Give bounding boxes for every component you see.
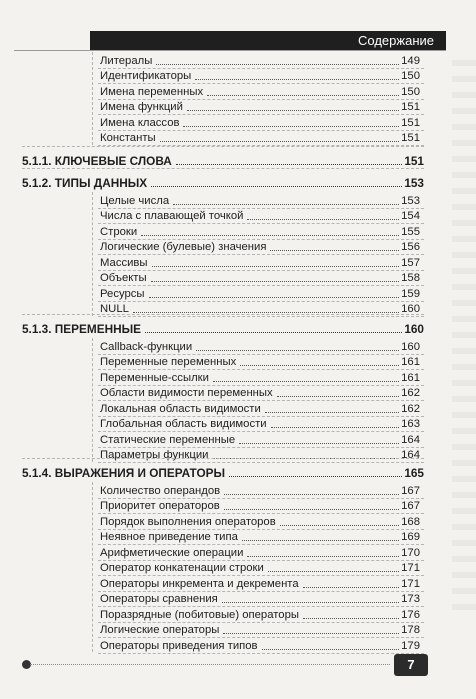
page-number: 7 — [394, 654, 428, 676]
dot-leader — [268, 571, 399, 572]
entry-title: Имена переменных — [100, 85, 204, 98]
dot-leader — [156, 64, 399, 65]
entry-page-number: 153 — [404, 176, 424, 190]
subsection-guide-line — [92, 338, 93, 462]
section-separator — [22, 146, 424, 147]
entry-page-number: 167 — [401, 500, 420, 513]
entry-page-number: 160 — [401, 303, 420, 316]
entry-title: Целые числа — [100, 195, 170, 207]
entry-title: 5.1.3. ПЕРЕМЕННЫЕ — [22, 322, 142, 336]
entry-title: Количество операндов — [100, 485, 221, 497]
section-separator — [22, 314, 424, 315]
entry-page-number: 169 — [401, 531, 420, 544]
bleed-through-shadow — [452, 60, 476, 620]
entry-title: NULL — [100, 303, 129, 316]
dot-leader — [183, 126, 399, 127]
dot-leader — [240, 365, 399, 366]
toc-subentry[interactable] — [100, 223, 420, 239]
dot-leader — [141, 235, 399, 236]
toc-subentry[interactable] — [100, 544, 420, 560]
entry-page-number: 171 — [401, 562, 420, 575]
page-header: Содержание — [90, 31, 446, 50]
entry-page-number: 179 — [401, 639, 420, 652]
entry-page-number: 151 — [401, 101, 420, 114]
entry-page-number: 151 — [401, 132, 420, 145]
entry-page-number: 160 — [404, 322, 424, 336]
toc-subentry[interactable] — [100, 575, 420, 591]
entry-page-number: 162 — [401, 402, 420, 415]
entry-page-number: 161 — [401, 371, 420, 384]
header-rule — [14, 50, 446, 51]
toc-subentry[interactable] — [100, 207, 420, 223]
entry-title: Параметры функции — [100, 449, 209, 462]
entry-title: Приоритет операторов — [100, 500, 220, 513]
entry-title: Порядок выполнения операторов — [100, 515, 276, 528]
dot-leader — [271, 427, 400, 428]
toc-subentry[interactable] — [100, 513, 420, 529]
toc-subentry[interactable] — [100, 528, 420, 544]
entry-title: 5.1.4. ВЫРАЖЕНИЯ И ОПЕРАТОРЫ — [22, 466, 226, 480]
toc-subentry[interactable] — [100, 83, 420, 99]
entry-page-number: 149 — [401, 55, 420, 67]
entry-page-number: 173 — [401, 593, 420, 606]
dot-leader — [280, 525, 399, 526]
subsection-guide-line — [92, 482, 93, 652]
dot-leader — [149, 297, 400, 298]
entry-page-number: 176 — [401, 608, 420, 621]
dot-leader — [247, 556, 399, 557]
entry-title: Операторы приведения типов — [100, 639, 258, 652]
dot-leader — [223, 633, 399, 634]
entry-title: Переменные-ссылки — [100, 371, 209, 384]
entry-page-number: 164 — [401, 433, 420, 446]
entry-page-number: 159 — [401, 287, 420, 300]
toc-subentry[interactable] — [100, 114, 420, 130]
dot-leader — [239, 443, 399, 444]
dot-leader — [145, 332, 402, 333]
dot-leader — [224, 509, 399, 510]
entry-page-number: 168 — [401, 515, 420, 528]
entry-title: Локальная область видимости — [100, 402, 261, 415]
toc-subentry[interactable] — [100, 384, 420, 400]
entry-page-number: 161 — [401, 356, 420, 369]
dot-leader — [277, 396, 399, 397]
toc-subentry[interactable] — [100, 285, 420, 301]
dot-leader — [262, 649, 400, 650]
toc-subentry[interactable] — [100, 559, 420, 575]
toc-section-heading[interactable] — [22, 172, 424, 190]
entry-title: Статические переменные — [100, 433, 236, 446]
dot-leader — [270, 250, 399, 251]
entry-page-number: 163 — [401, 418, 420, 431]
entry-title: Константы — [100, 132, 156, 145]
toc-subentry[interactable] — [100, 606, 420, 622]
toc-section-heading[interactable] — [22, 150, 424, 168]
toc-section-heading[interactable] — [22, 318, 424, 336]
toc-subentry[interactable] — [100, 52, 420, 68]
entry-title: Имена классов — [100, 116, 180, 129]
toc-subentry[interactable] — [100, 621, 420, 637]
entry-title: Массивы — [100, 256, 148, 269]
entry-page-number: 178 — [401, 624, 420, 637]
entry-title: Области видимости переменных — [100, 387, 273, 400]
toc-subentry[interactable] — [100, 497, 420, 513]
dot-leader — [265, 412, 399, 413]
section-separator — [22, 168, 424, 169]
dot-leader — [224, 494, 399, 495]
dot-leader — [242, 540, 399, 541]
toc-subentry[interactable] — [100, 637, 420, 653]
entry-page-number: 167 — [401, 485, 420, 497]
entry-title: Логические (булевые) значения — [100, 241, 267, 254]
toc-subentry[interactable] — [100, 369, 420, 385]
entry-page-number: 171 — [401, 577, 420, 590]
entry-page-number: 164 — [401, 449, 420, 462]
dot-leader — [133, 312, 399, 313]
entry-title: Оператор конкатенации строки — [100, 562, 264, 575]
toc-subentry[interactable] — [100, 254, 420, 270]
dot-leader — [247, 219, 399, 220]
toc-subentry[interactable] — [100, 238, 420, 254]
dot-leader — [160, 141, 400, 142]
entry-page-number: 151 — [404, 154, 424, 168]
entry-title: Переменные переменных — [100, 356, 237, 369]
entry-title: Строки — [100, 225, 138, 238]
toc-subentry[interactable] — [100, 192, 420, 208]
entry-page-number: 156 — [401, 241, 420, 254]
toc-subentry[interactable] — [100, 67, 420, 83]
toc-subentry[interactable] — [100, 415, 420, 431]
entry-title: Операторы инкремента и декремента — [100, 577, 299, 590]
entry-page-number: 154 — [401, 210, 420, 223]
toc-subentry[interactable] — [100, 446, 420, 462]
entry-page-number: 160 — [401, 341, 420, 353]
entry-page-number: 155 — [401, 225, 420, 238]
toc-subentry[interactable] — [100, 431, 420, 447]
toc-subentry[interactable] — [100, 269, 420, 285]
entry-page-number: 165 — [404, 466, 424, 480]
entry-title: Ресурсы — [100, 287, 145, 300]
entry-page-number: 153 — [401, 195, 420, 207]
entry-title: Числа с плавающей точкой — [100, 210, 244, 223]
dot-leader — [173, 204, 399, 205]
entry-page-number: 170 — [401, 546, 420, 559]
dot-leader — [151, 281, 400, 282]
dot-leader — [207, 95, 399, 96]
dot-leader — [151, 186, 402, 187]
entry-title: Идентификаторы — [100, 70, 192, 83]
dot-leader — [213, 381, 399, 382]
dot-leader — [176, 164, 403, 165]
dot-leader — [303, 618, 399, 619]
entry-title: Арифметические операции — [100, 546, 244, 559]
entry-page-number: 158 — [401, 272, 420, 285]
toc-subentry[interactable] — [100, 590, 420, 606]
entry-page-number: 150 — [401, 85, 420, 98]
dot-leader — [303, 587, 400, 588]
entry-title: Объекты — [100, 272, 147, 285]
dot-leader — [152, 266, 400, 267]
footer-rule — [30, 664, 390, 665]
dot-leader — [195, 79, 399, 80]
toc-subentry[interactable] — [100, 482, 420, 498]
entry-page-number: 162 — [401, 387, 420, 400]
entry-title: Логические операторы — [100, 624, 220, 637]
entry-page-number: 151 — [401, 116, 420, 129]
toc-section-heading[interactable] — [22, 462, 424, 480]
entry-title: Литералы — [100, 55, 153, 67]
toc-subentry[interactable] — [100, 129, 420, 145]
subsection-guide-line — [92, 52, 93, 145]
entry-title: 5.1.2. ТИПЫ ДАННЫХ — [22, 176, 148, 190]
entry-separator — [98, 316, 424, 317]
entry-separator — [98, 653, 424, 654]
dot-leader — [196, 350, 399, 351]
entry-title: Поразрядные (побитовые) операторы — [100, 608, 299, 621]
toc-subentry[interactable] — [100, 353, 420, 369]
entry-page-number: 150 — [401, 70, 420, 83]
entry-title: Операторы сравнения — [100, 593, 218, 606]
dot-leader — [222, 602, 399, 603]
entry-title: Глобальная область видимости — [100, 418, 267, 431]
entry-title: 5.1.1. КЛЮЧЕВЫЕ СЛОВА — [22, 154, 172, 168]
dot-leader — [187, 110, 399, 111]
dot-leader — [229, 476, 402, 477]
entry-title: Callback-функции — [100, 341, 193, 353]
entry-title: Неявное приведение типа — [100, 531, 238, 544]
toc-subentry[interactable] — [100, 98, 420, 114]
entry-page-number: 157 — [401, 256, 420, 269]
subsection-guide-line — [92, 192, 93, 316]
entry-title: Имена функций — [100, 101, 183, 114]
toc-subentry[interactable] — [100, 338, 420, 354]
section-separator — [22, 458, 424, 459]
toc-subentry[interactable] — [100, 400, 420, 416]
